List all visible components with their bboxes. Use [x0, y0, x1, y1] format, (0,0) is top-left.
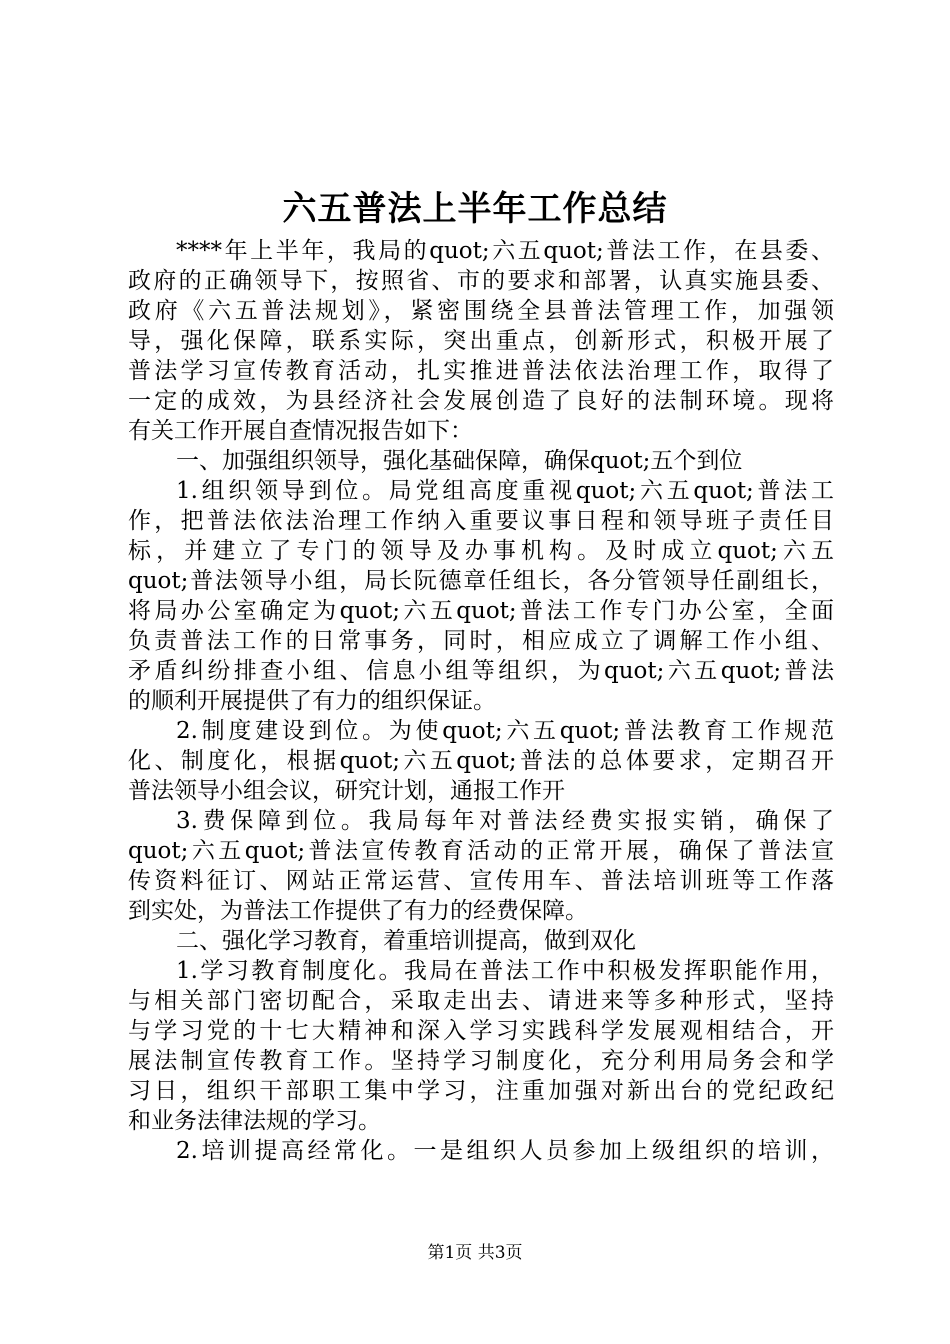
body-line: quot;普法领导小组，局长阮德章任组长，各分管领导任副组长， — [128, 568, 834, 594]
body-line: 有关工作开展自查情况报告如下： — [128, 418, 473, 444]
body-line: 展法制宣传教育工作。坚持学习制度化，充分利用局务会和学 — [128, 1048, 834, 1074]
body-line: 的顺利开展提供了有力的组织保证。 — [128, 688, 496, 714]
document-body — [128, 236, 834, 1166]
body-line: 2.制度建设到位。为使quot;六五quot;普法教育工作规范 — [176, 718, 834, 744]
body-line: 传资料征订、网站正常运营、宣传用车、普法培训班等工作落 — [128, 868, 834, 894]
body-line: 1.学习教育制度化。我局在普法工作中积极发挥职能作用， — [176, 958, 834, 984]
page-footer: 第1页 共3页 — [427, 1243, 523, 1263]
body-line: 2.培训提高经常化。一是组织人员参加上级组织的培训， — [176, 1138, 834, 1164]
body-line: 政府《六五普法规划》，紧密围绕全县普法管理工作，加强领 — [128, 298, 834, 324]
body-line: 政府的正确领导下，按照省、市的要求和部署，认真实施县委、 — [128, 268, 834, 294]
body-line: 3.费保障到位。我局每年对普法经费实报实销，确保了 — [176, 808, 834, 834]
body-line: 作，把普法依法治理工作纳入重要议事日程和领导班子责任目 — [128, 508, 834, 534]
body-line: quot;六五quot;普法宣传教育活动的正常开展，确保了普法宣 — [128, 838, 834, 864]
body-line: 二、强化学习教育，着重培训提高，做到双化 — [176, 928, 636, 954]
body-line: 1.组织领导到位。局党组高度重视quot;六五quot;普法工 — [176, 478, 834, 504]
body-line: 化、制度化，根据quot;六五quot;普法的总体要求，定期召开 — [128, 748, 834, 774]
body-line: 与学习党的十七大精神和深入学习实践科学发展观相结合，开 — [128, 1018, 834, 1044]
body-line: 负责普法工作的日常事务，同时，相应成立了调解工作小组、 — [128, 628, 834, 654]
body-line: 到实处，为普法工作提供了有力的经费保障。 — [128, 898, 588, 924]
body-line: 一、加强组织领导，强化基础保障，确保quot;五个到位 — [176, 448, 743, 474]
document-title: 六五普法上半年工作总结 — [282, 189, 668, 229]
body-line: 普法学习宣传教育活动，扎实推进普法依法治理工作，取得了 — [128, 358, 834, 384]
body-line: 与相关部门密切配合，采取走出去、请进来等多种形式，坚持 — [128, 988, 834, 1014]
body-line: 习日，组织干部职工集中学习，注重加强对新出台的党纪政纪 — [128, 1078, 834, 1104]
body-line: 一定的成效，为县经济社会发展创造了良好的法制环境。现将 — [128, 388, 834, 414]
body-line: 普法领导小组会议，研究计划，通报工作开 — [128, 778, 565, 804]
body-line: ****年上半年，我局的quot;六五quot;普法工作，在县委、 — [176, 238, 834, 264]
body-line: 和业务法律法规的学习。 — [128, 1108, 381, 1134]
body-line: 导，强化保障，联系实际，突出重点，创新形式，积极开展了 — [128, 328, 834, 354]
body-line: 将局办公室确定为quot;六五quot;普法工作专门办公室，全面 — [128, 598, 834, 624]
body-line: 标，并建立了专门的领导及办事机构。及时成立quot;六五 — [128, 538, 834, 564]
body-line: 矛盾纠纷排查小组、信息小组等组织，为quot;六五quot;普法 — [128, 658, 834, 684]
